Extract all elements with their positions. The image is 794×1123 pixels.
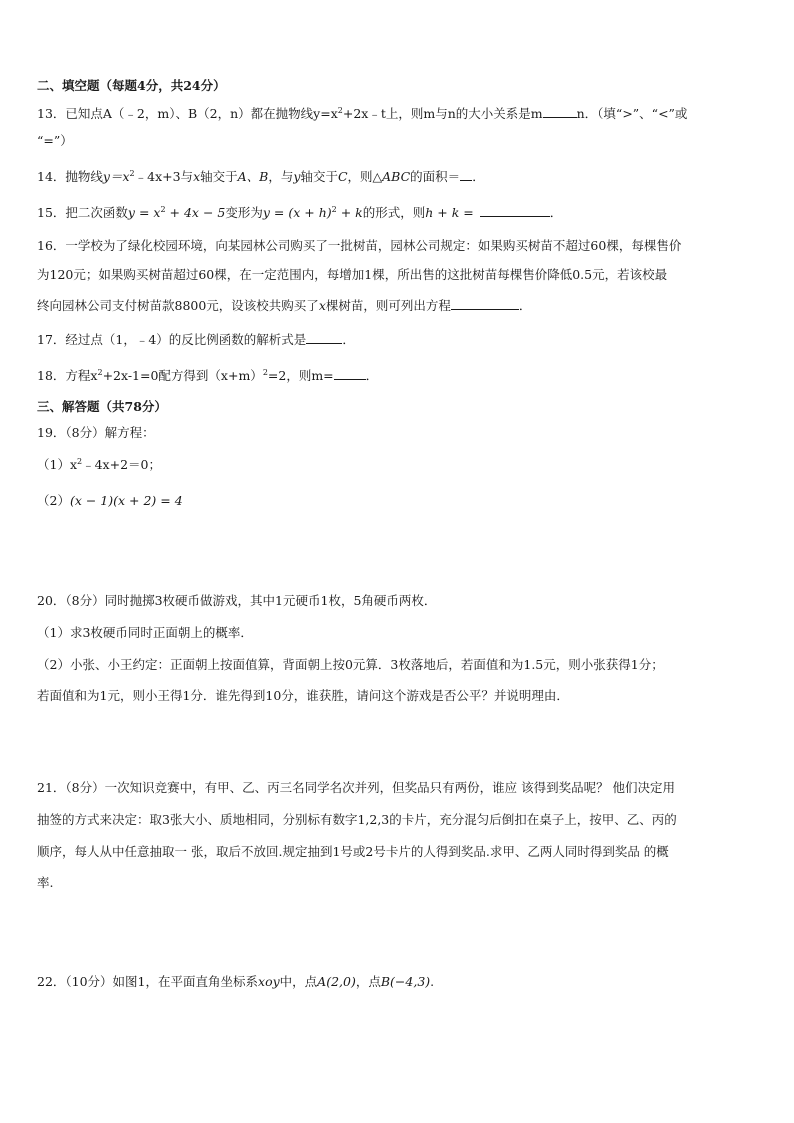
section-heading-fill-in: 二、填空题（每题4分，共24分） <box>37 78 226 93</box>
q15-math-1: y = x <box>127 205 161 220</box>
q14-math-4: y <box>293 169 301 184</box>
q22-text-3: ，点 <box>355 974 381 989</box>
q15-math-1b: + 4x − 5 <box>165 205 226 220</box>
answer-blank[interactable] <box>306 330 342 344</box>
answer-blank[interactable] <box>480 203 550 217</box>
q14-text-1: 14．抛物线 <box>37 169 103 184</box>
q19-sub1-text: （1）x <box>37 457 78 472</box>
q14-sup: 2 <box>129 168 135 178</box>
question-18 <box>37 366 378 385</box>
question-16-line-3 <box>37 296 531 315</box>
q22-text-1: 22．（10分）如图1，在平面直角坐标系 <box>37 974 259 989</box>
q13-text-1: 13．已知点A（﹣2，m）、B（2，n）都在抛物线y=x <box>37 106 338 121</box>
q15-text-3: 的形式，则 <box>362 205 426 220</box>
q14-text-3: 轴交于 <box>200 169 238 184</box>
q22-text-2: 中，点 <box>279 974 318 989</box>
q14-text-8: ． <box>472 169 485 184</box>
q14-math-5: C <box>337 169 348 184</box>
question-19-title: 19．（8分）解方程： <box>37 425 155 440</box>
q15-text-4: ． <box>549 205 563 220</box>
question-13 <box>37 104 687 123</box>
q14-math-2: x <box>193 169 201 184</box>
question-14 <box>37 167 485 186</box>
q18-sup-2: 2 <box>262 367 268 377</box>
q19-sub2-text: （2） <box>37 493 70 508</box>
q18-text-3: =2，则m= <box>267 368 334 383</box>
q15-math-2b: + k <box>336 205 363 220</box>
question-17 <box>37 330 355 349</box>
answer-blank[interactable] <box>543 104 577 118</box>
q14-math-6: ABC <box>382 169 411 184</box>
q18-text-2: +2x-1=0配方得到（x+m） <box>102 368 263 383</box>
q16-text-3: ． <box>518 298 532 313</box>
q17-text-1: 17．经过点（1，﹣4）的反比例函数的解析式是 <box>37 332 307 347</box>
q14-text-6: ，则△ <box>347 169 383 184</box>
question-21-line-3: 顺序，每人从中任意抽取一 张，取后不放回.规定抽到1号或2号卡片的人得到奖品.求甲、乙两人同时得到奖品 的概 <box>37 844 669 859</box>
q13-text-3: n．（填“>”、“<”或 <box>576 106 688 121</box>
q13-sup: 2 <box>337 105 343 115</box>
q13-text-2: +2x﹣t上，则m与n的大小关系是m <box>342 106 543 121</box>
question-16-line-2: 为120元；如果购买树苗超过60棵，在一定范围内，每增加1棵，所出售的这批树苗每棵售价降低0.5元，若该校最 <box>37 267 668 282</box>
q15-math-3: h + k = <box>425 205 474 220</box>
question-21-line-4: 率. <box>37 875 54 890</box>
answer-blank[interactable] <box>334 366 366 380</box>
q16-text-2: 棵树苗，则可列出方程 <box>325 298 451 313</box>
question-21-line-2: 抽签的方式来决定：取3张大小、质地相同，分别标有数字1,2,3的卡片，充分混匀后倒扣在桌子上，按甲、乙、丙的 <box>37 812 677 827</box>
question-16-line-1: 16．一学校为了绿化校园环境，向某园林公司购买了一批树苗，园林公司规定：如果购买树苗不超过60棵，每棵售价 <box>37 238 682 253</box>
question-15 <box>37 203 562 222</box>
q18-sup-1: 2 <box>97 367 103 377</box>
question-20-part-2-line-1: （2）小张、小王约定：正面朝上按面值算，背面朝上按0元算．3枚落地后，若面值和为1.5元，则小张获得1分； <box>37 657 664 672</box>
q19-sub2-math: (x − 1)(x + 2) = 4 <box>69 493 183 508</box>
q14-text-2: ﹣4x+3与 <box>134 169 194 184</box>
question-20-part-2-line-2: 若面值和为1元，则小王得1分．谁先得到10分，谁获胜，请问这个游戏是否公平？并说明理由． <box>37 688 569 703</box>
q19-sub1-text-2: ﹣4x+2＝0； <box>82 457 161 472</box>
section-heading-solve: 三、解答题（共78分） <box>37 399 167 414</box>
q15-sup-2: 2 <box>331 204 337 214</box>
q17-text-2: ． <box>342 332 355 347</box>
question-20-title: 20．（8分）同时抛掷3枚硬币做游戏，其中1元硬币1枚，5角硬币两枚． <box>37 593 437 608</box>
answer-blank[interactable] <box>460 167 472 181</box>
q14-text-5: 轴交于 <box>300 169 338 184</box>
q14-text-7: 的面积＝ <box>410 169 461 184</box>
question-19-part-2 <box>37 492 183 510</box>
q16-math: x <box>318 298 326 313</box>
q16-text-1: 终向园林公司支付树苗款8800元，设该校共购买了 <box>37 298 319 313</box>
q18-text-4: ． <box>365 368 379 383</box>
q15-text-1: 15．把二次函数 <box>37 205 128 220</box>
q15-math-2: y = (x + h) <box>262 205 332 220</box>
q15-sup-1: 2 <box>160 204 166 214</box>
q22-math-2: A(2,0) <box>317 974 356 989</box>
q22-math-1: xoy <box>258 974 280 989</box>
q14-text-4: ，与 <box>268 169 294 184</box>
q22-text-4: . <box>430 974 435 989</box>
q18-text-1: 18．方程x <box>37 368 98 383</box>
question-19-part-1 <box>37 456 161 474</box>
q14-math-3: A、B <box>237 169 269 184</box>
question-22 <box>37 973 434 991</box>
question-13-line-2: “=”） <box>37 133 73 148</box>
question-20-part-1: （1）求3枚硬币同时正面朝上的概率． <box>37 625 253 640</box>
q19-sup: 2 <box>77 456 83 466</box>
q15-text-2: 变形为 <box>225 205 263 220</box>
question-21-line-1: 21．（8分）一次知识竞赛中，有甲、乙、丙三名同学名次并列，但奖品只有两份，谁应 该得到奖品呢？ 他们决定用 <box>37 780 676 795</box>
q14-math-1: y＝x <box>102 169 130 184</box>
q22-math-3: B(−4,3) <box>380 974 431 989</box>
answer-blank[interactable] <box>451 296 519 310</box>
